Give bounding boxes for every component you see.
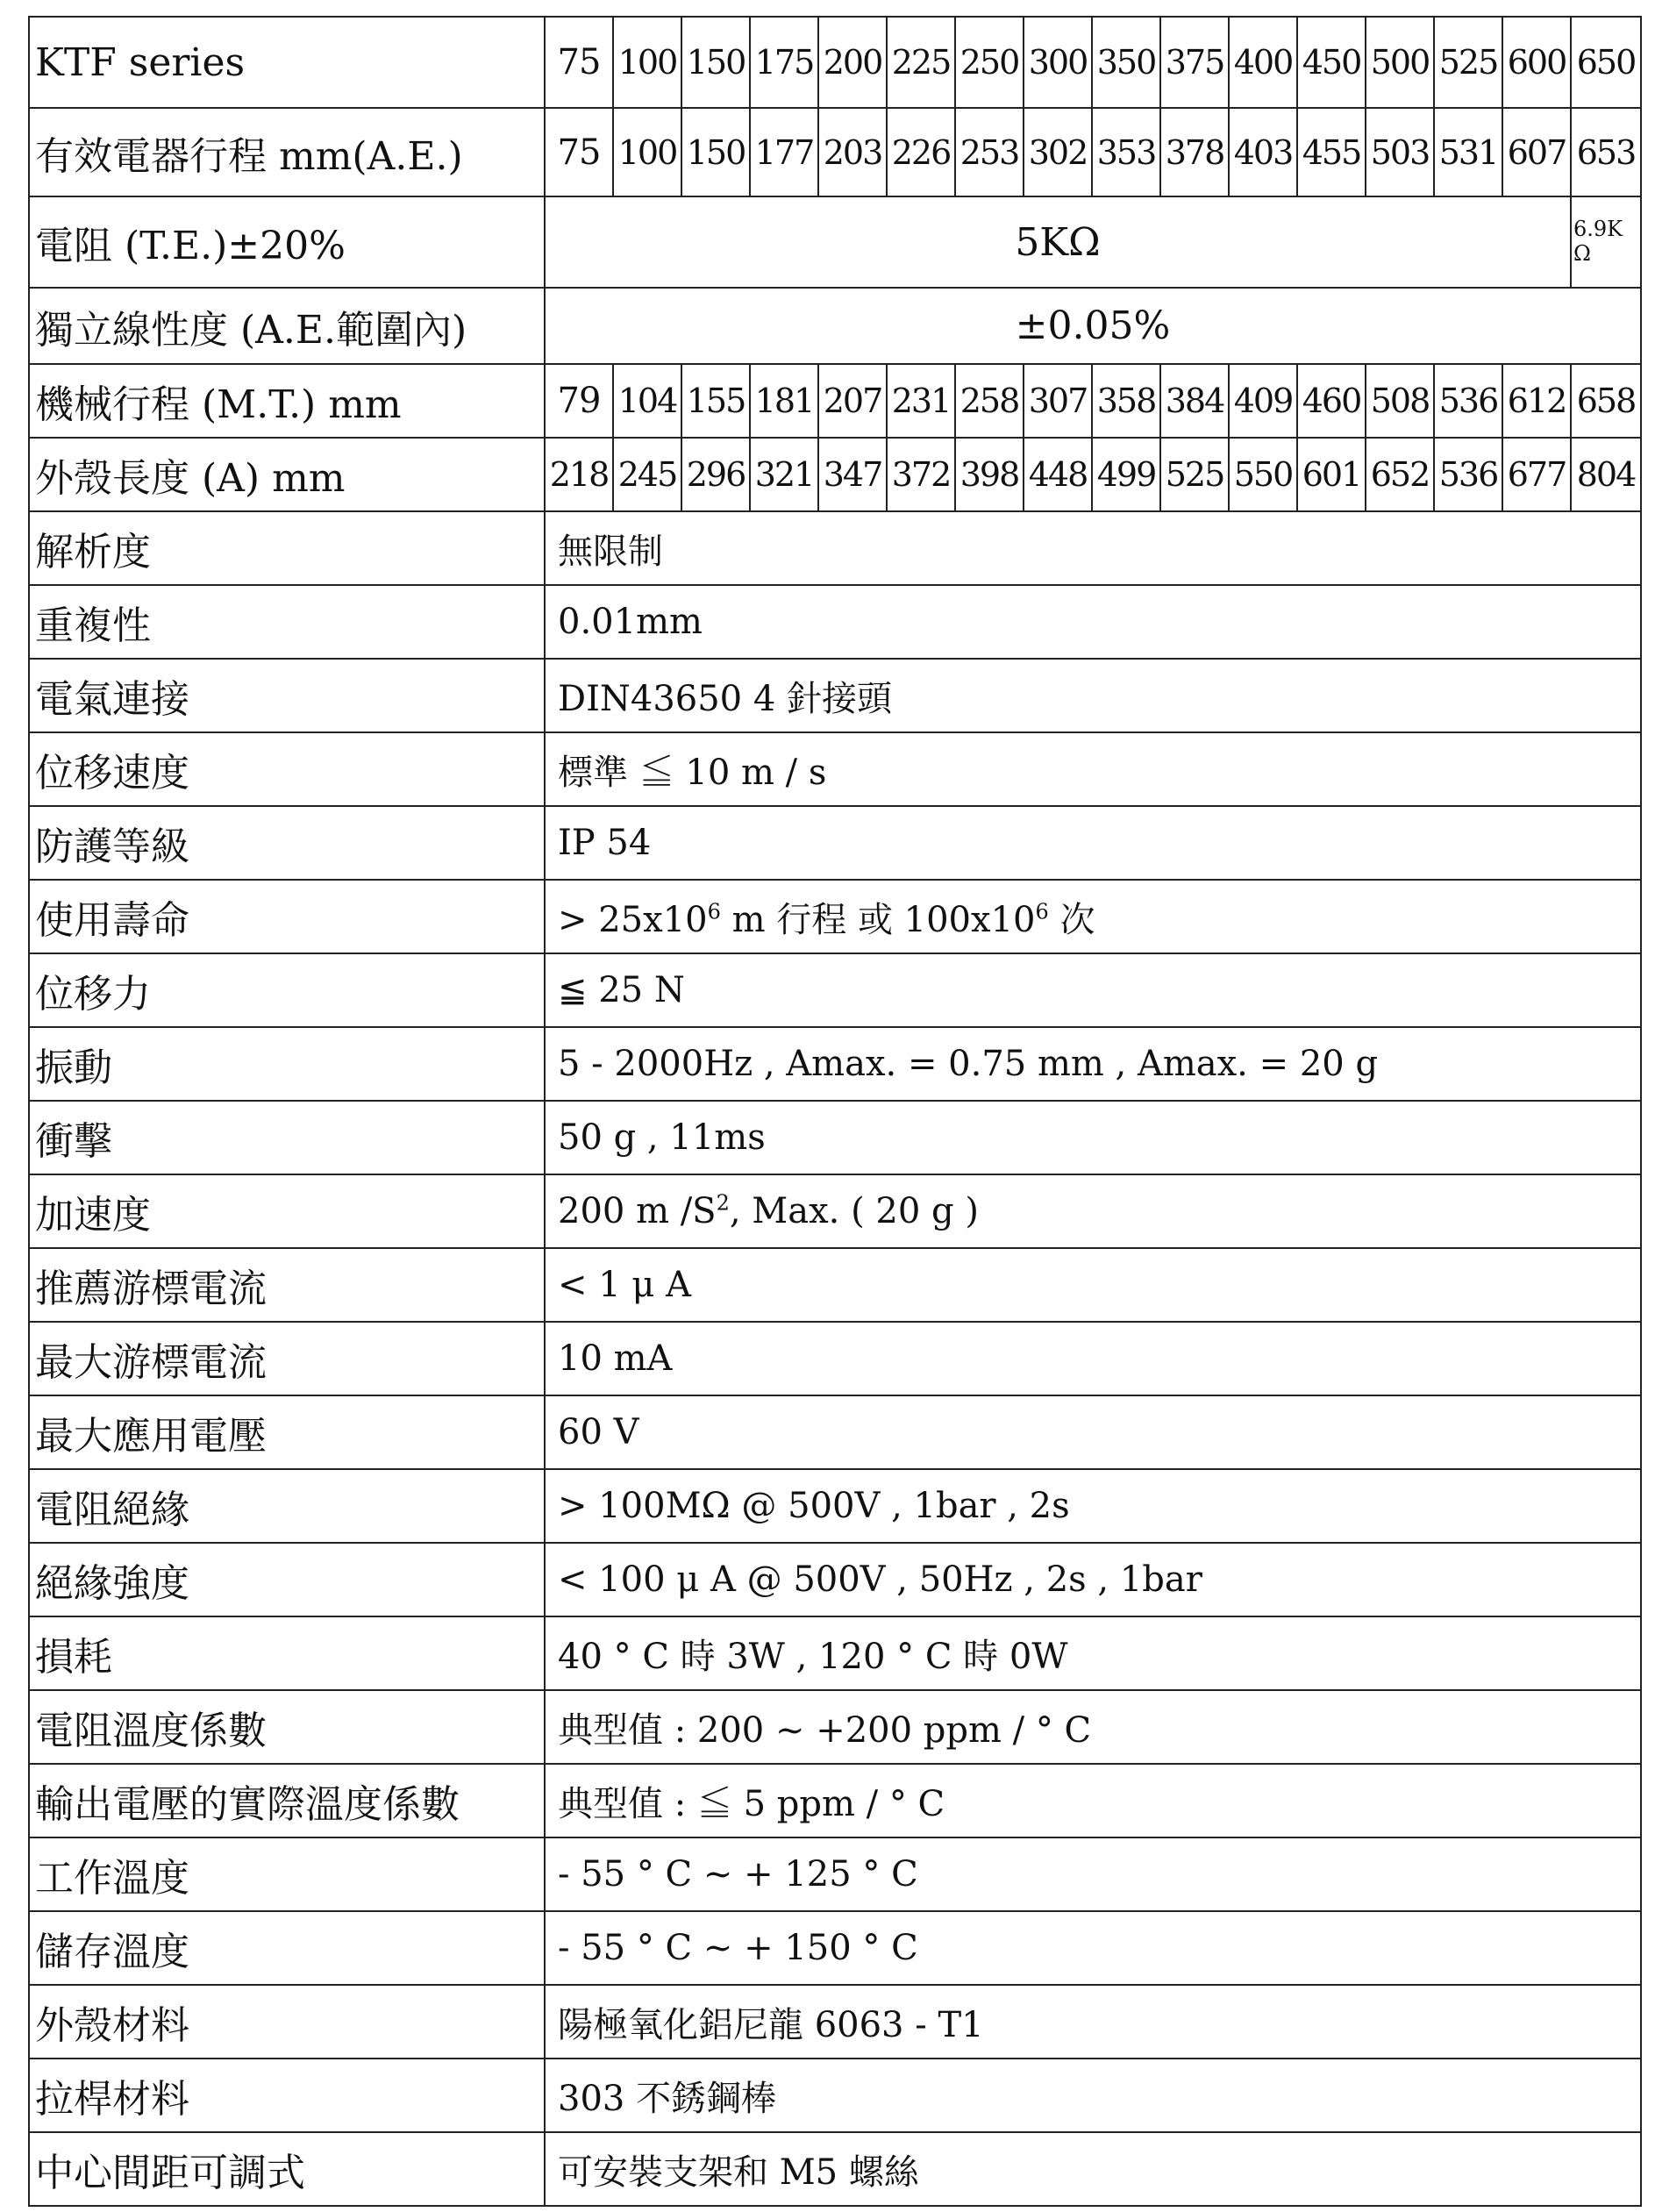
spec-row — [29, 953, 1641, 1027]
spec-row — [29, 732, 1641, 806]
spec-row — [29, 1174, 1641, 1248]
mt-value: 508 — [1366, 364, 1434, 438]
ae-value: 253 — [955, 108, 1024, 196]
housing-row — [29, 438, 1641, 511]
series-value: 175 — [750, 17, 818, 108]
ae-value: 302 — [1024, 108, 1092, 196]
ae-value: 403 — [1229, 108, 1297, 196]
accel-exponent: 2 — [716, 1190, 730, 1216]
spec-row — [29, 2059, 1641, 2132]
spec-label: 衝擊 — [29, 1101, 545, 1174]
ae-value: 531 — [1434, 108, 1502, 196]
spec-value: 10 mA — [545, 1322, 1641, 1395]
accel-text-2: , Max. ( 20 g ) — [729, 1191, 979, 1231]
housing-value: 398 — [955, 438, 1024, 511]
spec-value: DIN43650 4 針接頭 — [545, 659, 1641, 732]
mt-value: 231 — [887, 364, 955, 438]
mt-value: 104 — [613, 364, 681, 438]
spec-row — [29, 1911, 1641, 1985]
spec-value: 典型值 : ≦ 5 ppm / ° C — [545, 1764, 1641, 1837]
spec-label: 位移力 — [29, 953, 545, 1027]
housing-label: 外殼長度 (A) mm — [29, 438, 545, 511]
spec-value: 0.01mm — [545, 585, 1641, 659]
mt-value: 536 — [1434, 364, 1502, 438]
series-row — [29, 17, 1641, 108]
resistance-last-line1: 6.9K — [1573, 217, 1623, 242]
spec-value: ≦ 25 N — [545, 953, 1641, 1027]
spec-value: - 55 ° C ~ + 150 ° C — [545, 1911, 1641, 1985]
spec-row — [29, 1101, 1641, 1174]
spec-row — [29, 880, 1641, 953]
mt-value: 658 — [1571, 364, 1641, 438]
life-text-3: 次 — [1048, 899, 1095, 940]
spec-label: 外殼材料 — [29, 1985, 545, 2059]
mt-value: 181 — [750, 364, 818, 438]
life-exponent-1: 6 — [707, 899, 721, 924]
spec-row — [29, 511, 1641, 585]
spec-value: 60 V — [545, 1395, 1641, 1469]
spec-label: 解析度 — [29, 511, 545, 585]
spec-label: 位移速度 — [29, 732, 545, 806]
resistance-label: 電阻 (T.E.)±20% — [29, 196, 545, 288]
series-value: 225 — [887, 17, 955, 108]
spec-value: 303 不銹鋼棒 — [545, 2059, 1641, 2132]
ae-value: 503 — [1366, 108, 1434, 196]
spec-label: 振動 — [29, 1027, 545, 1101]
spec-row — [29, 1543, 1641, 1616]
mt-value: 307 — [1024, 364, 1092, 438]
ae-value: 177 — [750, 108, 818, 196]
housing-value: 536 — [1434, 438, 1502, 511]
spec-row — [29, 1322, 1641, 1395]
housing-value: 347 — [818, 438, 887, 511]
spec-label: 重複性 — [29, 585, 545, 659]
series-value: 375 — [1160, 17, 1229, 108]
series-value: 200 — [818, 17, 887, 108]
series-value: 300 — [1024, 17, 1092, 108]
ae-value: 150 — [681, 108, 750, 196]
spec-label: 儲存溫度 — [29, 1911, 545, 1985]
linearity-row — [29, 288, 1641, 364]
spec-label: 電阻溫度係數 — [29, 1690, 545, 1764]
spec-label: 防護等級 — [29, 806, 545, 880]
spec-row — [29, 1027, 1641, 1101]
resistance-value: 5KΩ — [545, 196, 1571, 288]
spec-label: 輸出電壓的實際溫度係數 — [29, 1764, 545, 1837]
spec-label: 損耗 — [29, 1616, 545, 1690]
spec-value: 標準 ≦ 10 m / s — [545, 732, 1641, 806]
spec-value: 無限制 — [545, 511, 1641, 585]
ae-value: 653 — [1571, 108, 1641, 196]
series-value: 150 — [681, 17, 750, 108]
accel-text-1: 200 m /S — [558, 1191, 717, 1231]
resistance-last-line2: Ω — [1573, 241, 1591, 266]
spec-table — [28, 16, 1642, 2207]
series-value: 650 — [1571, 17, 1641, 108]
spec-label: 拉桿材料 — [29, 2059, 545, 2132]
series-label: KTF series — [29, 17, 545, 108]
spec-row — [29, 659, 1641, 732]
housing-value: 499 — [1092, 438, 1160, 511]
spec-label: 推薦游標電流 — [29, 1248, 545, 1322]
housing-value: 525 — [1160, 438, 1229, 511]
spec-value: 陽極氧化鋁尼龍 6063 - T1 — [545, 1985, 1641, 2059]
spec-value: < 1 μ A — [545, 1248, 1641, 1322]
spec-value: 5 - 2000Hz , Amax. = 0.75 mm , Amax. = 20 g — [545, 1027, 1641, 1101]
spec-row — [29, 1764, 1641, 1837]
mt-value: 155 — [681, 364, 750, 438]
life-text-2: m 行程 或 100x10 — [720, 899, 1036, 940]
spec-row — [29, 585, 1641, 659]
housing-value: 372 — [887, 438, 955, 511]
spec-value: > 100MΩ @ 500V , 1bar , 2s — [545, 1469, 1641, 1543]
ae-value: 455 — [1297, 108, 1366, 196]
spec-row — [29, 1248, 1641, 1322]
housing-value: 677 — [1502, 438, 1571, 511]
ae-row — [29, 108, 1641, 196]
mt-value: 258 — [955, 364, 1024, 438]
series-value: 100 — [613, 17, 681, 108]
spec-row — [29, 2132, 1641, 2206]
linearity-value: ±0.05% — [545, 288, 1641, 364]
mt-row — [29, 364, 1641, 438]
mt-value: 384 — [1160, 364, 1229, 438]
spec-row — [29, 1837, 1641, 1911]
mt-value: 207 — [818, 364, 887, 438]
mt-value: 358 — [1092, 364, 1160, 438]
spec-label: 加速度 — [29, 1174, 545, 1248]
spec-row — [29, 1985, 1641, 2059]
spec-label: 工作溫度 — [29, 1837, 545, 1911]
series-value: 400 — [1229, 17, 1297, 108]
housing-value: 652 — [1366, 438, 1434, 511]
spec-label: 絕緣強度 — [29, 1543, 545, 1616]
spec-value: < 100 μ A @ 500V , 50Hz , 2s , 1bar — [545, 1543, 1641, 1616]
spec-value: IP 54 — [545, 806, 1641, 880]
spec-label: 最大應用電壓 — [29, 1395, 545, 1469]
mt-label: 機械行程 (M.T.) mm — [29, 364, 545, 438]
ae-label: 有效電器行程 mm(A.E.) — [29, 108, 545, 196]
spec-label: 電阻絕緣 — [29, 1469, 545, 1543]
spec-value: 40 ° C 時 3W , 120 ° C 時 0W — [545, 1616, 1641, 1690]
life-text-1: > 25x10 — [558, 899, 708, 940]
spec-value — [545, 880, 1641, 953]
spec-row — [29, 1690, 1641, 1764]
spec-label: 電氣連接 — [29, 659, 545, 732]
housing-value: 218 — [545, 438, 613, 511]
mt-value: 460 — [1297, 364, 1366, 438]
ae-value: 607 — [1502, 108, 1571, 196]
series-value: 75 — [545, 17, 613, 108]
ae-value: 378 — [1160, 108, 1229, 196]
resistance-row — [29, 196, 1641, 288]
series-value: 500 — [1366, 17, 1434, 108]
spec-value: 可安裝支架和 M5 螺絲 — [545, 2132, 1641, 2206]
spec-value: 典型值 : 200 ~ +200 ppm / ° C — [545, 1690, 1641, 1764]
spec-value — [545, 1174, 1641, 1248]
mt-value: 79 — [545, 364, 613, 438]
series-value: 450 — [1297, 17, 1366, 108]
life-exponent-2: 6 — [1035, 899, 1049, 924]
spec-value: 50 g , 11ms — [545, 1101, 1641, 1174]
housing-value: 804 — [1571, 438, 1641, 511]
spec-row — [29, 1395, 1641, 1469]
linearity-label: 獨立線性度 (A.E.範圍內) — [29, 288, 545, 364]
ae-value: 75 — [545, 108, 613, 196]
spec-row — [29, 1616, 1641, 1690]
mt-value: 409 — [1229, 364, 1297, 438]
ae-value: 100 — [613, 108, 681, 196]
ae-value: 203 — [818, 108, 887, 196]
housing-value: 550 — [1229, 438, 1297, 511]
resistance-last-value — [1571, 196, 1641, 288]
spec-row — [29, 806, 1641, 880]
spec-label: 中心間距可調式 — [29, 2132, 545, 2206]
housing-value: 321 — [750, 438, 818, 511]
mt-value: 612 — [1502, 364, 1571, 438]
spec-label: 最大游標電流 — [29, 1322, 545, 1395]
housing-value: 448 — [1024, 438, 1092, 511]
series-value: 525 — [1434, 17, 1502, 108]
ae-value: 353 — [1092, 108, 1160, 196]
series-value: 250 — [955, 17, 1024, 108]
housing-value: 296 — [681, 438, 750, 511]
spec-value: - 55 ° C ~ + 125 ° C — [545, 1837, 1641, 1911]
spec-row — [29, 1469, 1641, 1543]
series-value: 350 — [1092, 17, 1160, 108]
housing-value: 245 — [613, 438, 681, 511]
series-value: 600 — [1502, 17, 1571, 108]
ae-value: 226 — [887, 108, 955, 196]
housing-value: 601 — [1297, 438, 1366, 511]
spec-label: 使用壽命 — [29, 880, 545, 953]
